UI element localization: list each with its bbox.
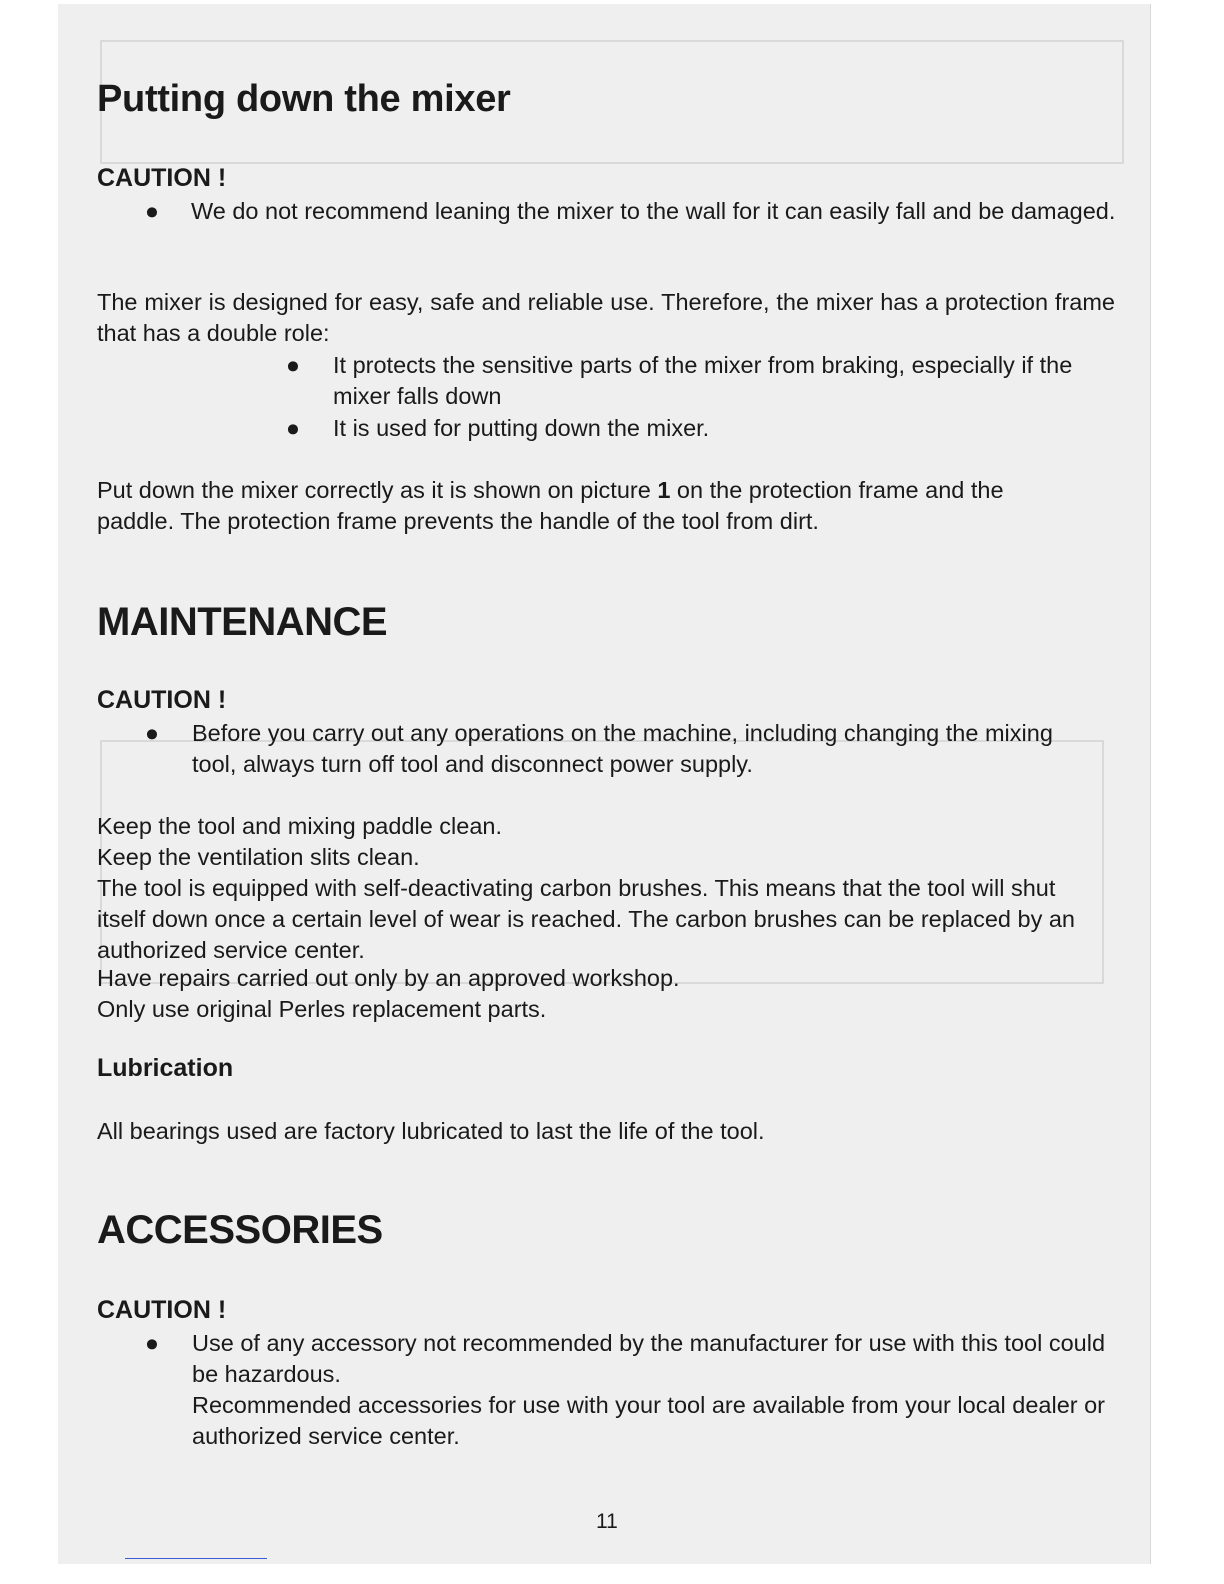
page-number: 11 <box>596 1510 618 1533</box>
picture-number: 1 <box>657 477 671 503</box>
maintenance-line-original-parts: Only use original Perles replacement parts. <box>97 996 547 1022</box>
bullet-text: Before you carry out any operations on the machine, including changing the mixing tool, always turn off tool and disconnect power supply. <box>192 720 1053 777</box>
lubrication-heading: Lubrication <box>97 1054 234 1082</box>
bullet-text <box>192 1328 1117 1452</box>
accessory-warning-text: Use of any accessory not recommended by the manufacturer for use with this tool could be hazardous. <box>192 1330 1106 1387</box>
accessories-caution-bullet <box>142 1328 1117 1452</box>
bullet-dot: ● <box>285 352 301 378</box>
maintenance-caution-label: CAUTION ! <box>97 686 227 714</box>
instruction-text-before: Put down the mixer correctly as it is shown on picture <box>97 477 658 503</box>
putting-down-instruction <box>97 475 1077 537</box>
maintenance-line-clean-tool: Keep the tool and mixing paddle clean. <box>97 813 503 839</box>
putting-down-caution-bullet <box>142 196 1117 258</box>
putting-down-caution-label: CAUTION ! <box>97 164 227 192</box>
maintenance-line-ventilation: Keep the ventilation slits clean. <box>97 844 420 870</box>
accessories-caution-label: CAUTION ! <box>97 1296 227 1324</box>
instruction-text-after: on the protection frame and the paddle. The protection frame prevents the handle of the tool from dirt. <box>97 477 1004 534</box>
bullet-dot: ● <box>144 198 160 224</box>
maintenance-caution-bullet <box>142 718 1117 780</box>
maintenance-line-repairs: Have repairs carried out only by an approved workshop. <box>97 965 680 991</box>
putting-down-intro: The mixer is designed for easy, safe and reliable use. Therefore, the mixer has a protection frame that has a double role: <box>97 289 1115 346</box>
role-bullet-putting-down <box>283 413 1113 444</box>
bullet-text: It is used for putting down the mixer. <box>333 415 710 441</box>
recommended-accessories-text: Recommended accessories for use with your tool are available from your local dealer or authorized service center. <box>192 1392 1106 1449</box>
bullet-dot: ● <box>144 720 160 746</box>
role-bullet-protect <box>283 350 1113 412</box>
lubrication-text: All bearings used are factory lubricated to last the life of the tool. <box>97 1118 765 1144</box>
accessories-title: ACCESSORIES <box>97 1208 383 1252</box>
maintenance-line-carbon-brushes: The tool is equipped with self-deactivating carbon brushes. This means that the tool will shut itself down once a certain level of wear is reached. The carbon brushes can be replaced by an authorized service center. <box>97 875 1076 963</box>
bullet-text: We do not recommend leaning the mixer to the wall for it can easily fall and be damaged. <box>191 198 1116 224</box>
blue-underline-artifact <box>125 1558 267 1559</box>
bullet-dot: ● <box>144 1330 160 1356</box>
putting-down-title: Putting down the mixer <box>97 78 511 120</box>
maintenance-title: MAINTENANCE <box>97 600 388 644</box>
bullet-text: It protects the sensitive parts of the mixer from braking, especially if the mixer falls down <box>333 352 1073 409</box>
bullet-dot: ● <box>285 415 301 441</box>
